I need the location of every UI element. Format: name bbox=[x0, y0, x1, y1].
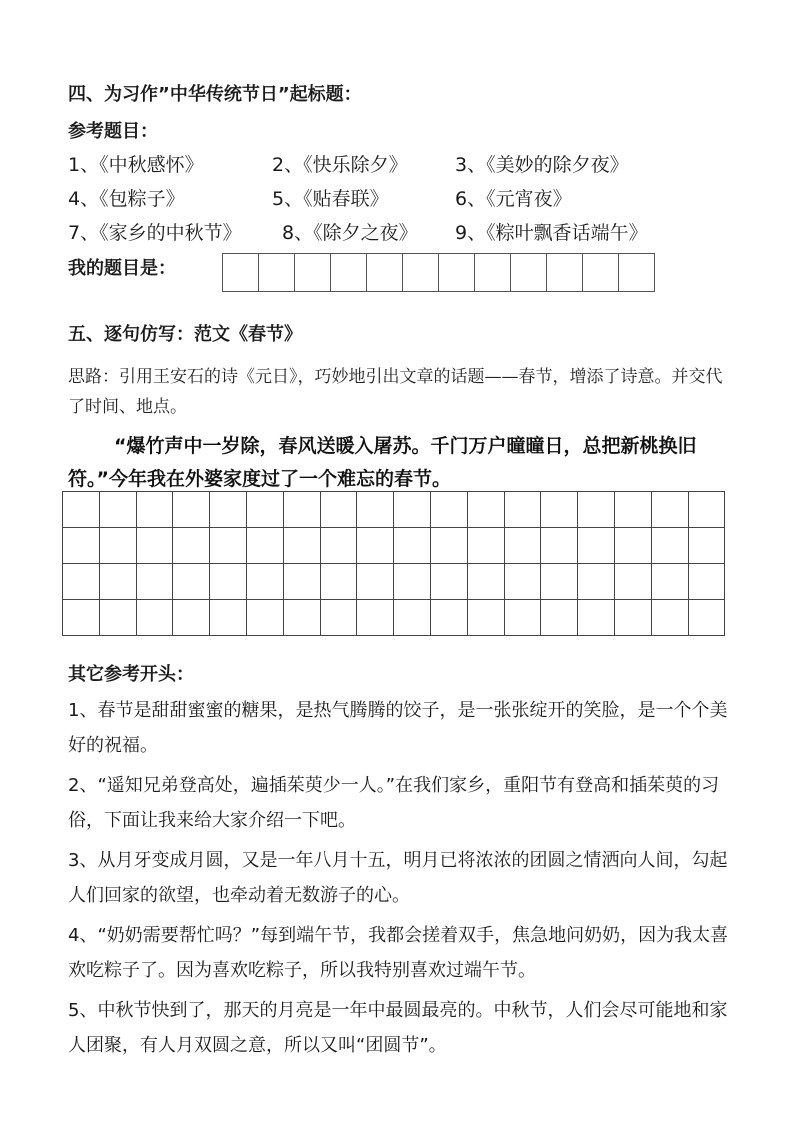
grid-cell[interactable] bbox=[284, 528, 321, 564]
sample-quote-paragraph: “爆竹声中一岁除，春风送暖入屠苏。千门万户曈曈日，总把新桃换旧符。”今年我在外婆家度过了一个难忘的春节。 bbox=[68, 435, 697, 490]
grid-cell[interactable] bbox=[137, 528, 174, 564]
grid-cell[interactable] bbox=[505, 564, 542, 600]
grid-cell[interactable] bbox=[63, 564, 100, 600]
grid-cell[interactable] bbox=[247, 600, 284, 636]
writing-cell[interactable] bbox=[367, 254, 403, 291]
grid-cell[interactable] bbox=[321, 564, 358, 600]
title-option: 3、《美妙的除夕夜》 bbox=[455, 154, 629, 176]
grid-cell[interactable] bbox=[431, 492, 468, 528]
title-option: 6、《元宵夜》 bbox=[455, 188, 572, 210]
grid-cell[interactable] bbox=[505, 600, 542, 636]
grid-cell[interactable] bbox=[468, 528, 505, 564]
grid-cell[interactable] bbox=[63, 528, 100, 564]
grid-cell[interactable] bbox=[615, 564, 652, 600]
title-option: 9、《粽叶飘香话端午》 bbox=[455, 222, 648, 244]
grid-cell[interactable] bbox=[321, 600, 358, 636]
grid-cell[interactable] bbox=[431, 528, 468, 564]
grid-cell[interactable] bbox=[100, 600, 137, 636]
grid-cell[interactable] bbox=[284, 564, 321, 600]
grid-cell[interactable] bbox=[615, 492, 652, 528]
grid-cell[interactable] bbox=[173, 600, 210, 636]
grid-cell[interactable] bbox=[247, 528, 284, 564]
writing-cell[interactable] bbox=[403, 254, 439, 291]
grid-cell[interactable] bbox=[505, 492, 542, 528]
grid-cell[interactable] bbox=[210, 564, 247, 600]
writing-cell[interactable] bbox=[439, 254, 475, 291]
grid-cell[interactable] bbox=[431, 564, 468, 600]
grid-cell[interactable] bbox=[357, 564, 394, 600]
grid-cell[interactable] bbox=[100, 492, 137, 528]
opening-paragraph: 3、从月牙变成月圆，又是一年八月十五，明月已将浓浓的团圆之情洒向人间，勾起人们回家的欲望，也牵动着无数游子的心。 bbox=[68, 850, 728, 906]
grid-cell[interactable] bbox=[137, 600, 174, 636]
grid-cell[interactable] bbox=[652, 528, 689, 564]
my-title-label: 我的题目是： bbox=[68, 258, 176, 279]
imitation-writing-grid[interactable] bbox=[62, 491, 725, 636]
grid-cell[interactable] bbox=[357, 600, 394, 636]
grid-cell[interactable] bbox=[63, 492, 100, 528]
opening-paragraph: 5、中秋节快到了，那天的月亮是一年中最圆最亮的。中秋节，人们会尽可能地和家人团聚，有人月双圆之意，所以又叫“团圆节”。 bbox=[68, 1000, 728, 1056]
title-option: 5、《贴春联》 bbox=[272, 188, 389, 210]
grid-cell[interactable] bbox=[173, 528, 210, 564]
grid-cell[interactable] bbox=[689, 600, 726, 636]
title-option: 2、《快乐除夕》 bbox=[272, 154, 408, 176]
section5-heading: 五、逐句仿写：范文《春节》 bbox=[68, 324, 302, 345]
title-option: 1、《中秋感怀》 bbox=[68, 154, 204, 176]
grid-cell[interactable] bbox=[652, 600, 689, 636]
grid-cell[interactable] bbox=[394, 528, 431, 564]
grid-cell[interactable] bbox=[468, 564, 505, 600]
grid-cell[interactable] bbox=[321, 492, 358, 528]
grid-cell[interactable] bbox=[431, 600, 468, 636]
grid-cell[interactable] bbox=[394, 600, 431, 636]
grid-cell[interactable] bbox=[689, 528, 726, 564]
section4-heading: 四、为习作”中华传统节日”起标题： bbox=[68, 84, 362, 105]
grid-cell[interactable] bbox=[578, 528, 615, 564]
grid-cell[interactable] bbox=[173, 492, 210, 528]
grid-cell[interactable] bbox=[100, 528, 137, 564]
grid-cell[interactable] bbox=[137, 492, 174, 528]
grid-cell[interactable] bbox=[137, 564, 174, 600]
opening-paragraph: 2、“遥知兄弟登高处，遍插茱萸少一人。”在我们家乡，重阳节有登高和插茱萸的习俗，下面让我来给大家介绍一下吧。 bbox=[68, 775, 720, 831]
grid-cell[interactable] bbox=[284, 600, 321, 636]
grid-cell[interactable] bbox=[652, 564, 689, 600]
grid-cell[interactable] bbox=[173, 564, 210, 600]
grid-cell[interactable] bbox=[541, 492, 578, 528]
grid-cell[interactable] bbox=[357, 528, 394, 564]
writing-cell[interactable] bbox=[511, 254, 547, 291]
grid-cell[interactable] bbox=[468, 492, 505, 528]
grid-cell[interactable] bbox=[210, 600, 247, 636]
grid-cell[interactable] bbox=[210, 492, 247, 528]
writing-cell[interactable] bbox=[295, 254, 331, 291]
grid-cell[interactable] bbox=[505, 528, 542, 564]
grid-cell[interactable] bbox=[247, 492, 284, 528]
grid-cell[interactable] bbox=[615, 528, 652, 564]
grid-cell[interactable] bbox=[578, 600, 615, 636]
writing-cell[interactable] bbox=[223, 254, 259, 291]
writing-cell[interactable] bbox=[583, 254, 619, 291]
grid-cell[interactable] bbox=[541, 564, 578, 600]
grid-cell[interactable] bbox=[321, 528, 358, 564]
grid-cell[interactable] bbox=[284, 492, 321, 528]
grid-cell[interactable] bbox=[652, 492, 689, 528]
title-option: 7、《家乡的中秋节》 bbox=[68, 222, 242, 244]
grid-cell[interactable] bbox=[468, 600, 505, 636]
grid-cell[interactable] bbox=[210, 528, 247, 564]
reference-titles-label: 参考题目： bbox=[68, 121, 158, 142]
grid-cell[interactable] bbox=[63, 600, 100, 636]
grid-cell[interactable] bbox=[689, 492, 726, 528]
grid-cell[interactable] bbox=[578, 564, 615, 600]
opening-paragraph: 1、春节是甜甜蜜蜜的糖果，是热气腾腾的饺子，是一张张绽开的笑脸，是一个个美好的祝福。 bbox=[68, 700, 728, 756]
grid-cell[interactable] bbox=[541, 600, 578, 636]
writing-cell[interactable] bbox=[547, 254, 583, 291]
other-openings-heading: 其它参考开头： bbox=[68, 664, 194, 685]
grid-cell[interactable] bbox=[394, 564, 431, 600]
grid-cell[interactable] bbox=[100, 564, 137, 600]
title-option: 4、《包粽子》 bbox=[68, 188, 185, 210]
grid-cell[interactable] bbox=[394, 492, 431, 528]
grid-cell[interactable] bbox=[578, 492, 615, 528]
grid-cell[interactable] bbox=[689, 564, 726, 600]
my-title-writing-grid[interactable] bbox=[222, 253, 655, 292]
grid-cell[interactable] bbox=[615, 600, 652, 636]
grid-cell[interactable] bbox=[357, 492, 394, 528]
writing-cell[interactable] bbox=[259, 254, 295, 291]
writing-cell[interactable] bbox=[331, 254, 367, 291]
grid-cell[interactable] bbox=[541, 528, 578, 564]
idea-paragraph: 思路：引用王安石的诗《元日》，巧妙地引出文章的话题——春节，增添了诗意。并交代了时间、地点。 bbox=[68, 367, 723, 417]
title-option: 8、《除夕之夜》 bbox=[282, 222, 418, 244]
writing-cell[interactable] bbox=[475, 254, 511, 291]
opening-paragraph: 4、“奶奶需要帮忙吗？”每到端午节，我都会搓着双手，焦急地问奶奶，因为我太喜欢吃粽子了。因为喜欢吃粽子，所以我特别喜欢过端午节。 bbox=[68, 925, 729, 981]
grid-cell[interactable] bbox=[247, 564, 284, 600]
writing-cell[interactable] bbox=[619, 254, 655, 291]
